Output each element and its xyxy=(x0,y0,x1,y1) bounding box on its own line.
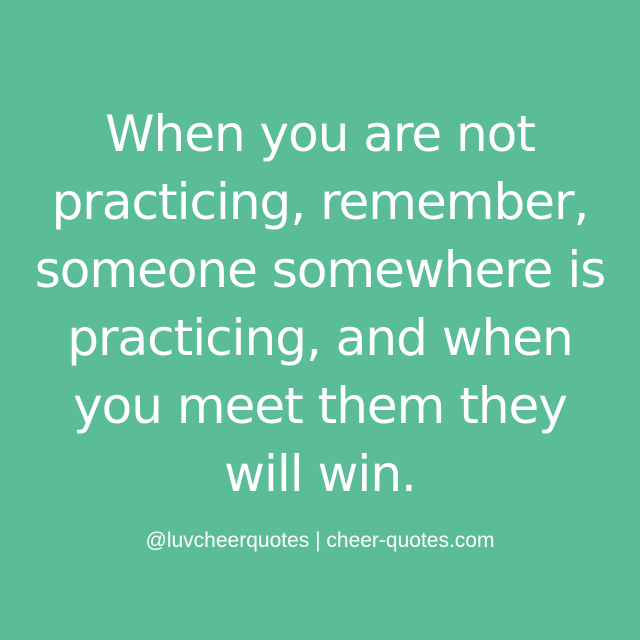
quote-line-2: practicing, remember, xyxy=(51,173,589,231)
credit-line: @luvcheerquotes | cheer-quotes.com xyxy=(145,529,495,552)
quote-line-4: practicing, and when xyxy=(67,309,573,367)
quote-line-1: When you are not xyxy=(105,105,535,163)
quote-text xyxy=(0,100,640,508)
quote-line-3: someone somewhere is xyxy=(34,241,606,299)
quote-line-6: will win. xyxy=(224,445,416,503)
quote-line-5: you meet them they xyxy=(73,377,567,435)
